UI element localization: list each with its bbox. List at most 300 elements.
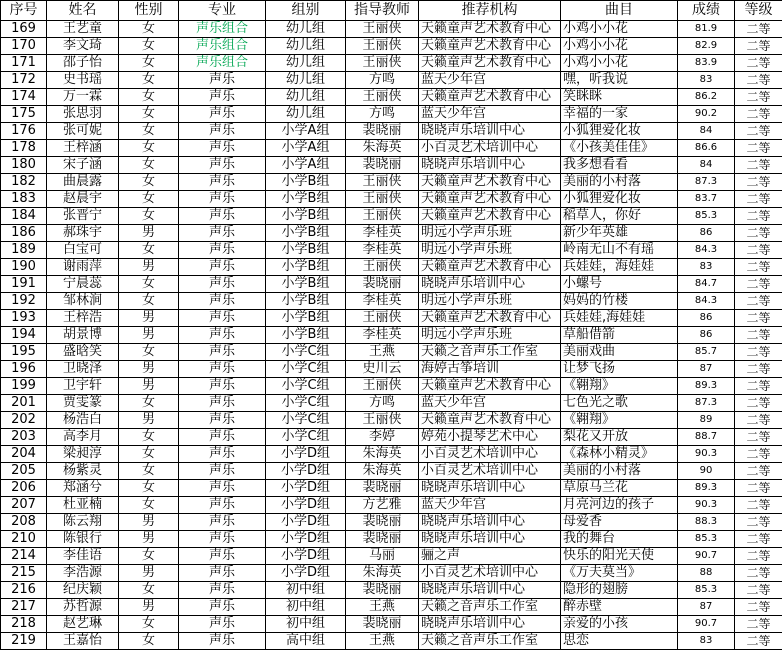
cell-index: 183 [1, 191, 47, 208]
cell-org: 天籁童声艺术教育中心 [419, 89, 561, 106]
cell-org: 天籁童声艺术教育中心 [419, 208, 561, 225]
cell-teacher: 王丽侠 [346, 174, 419, 191]
cell-teacher: 方鸣 [346, 106, 419, 123]
cell-score: 89.3 [678, 378, 735, 395]
table-row [1, 293, 782, 310]
cell-grade: 二等 [735, 361, 782, 378]
table-row [1, 582, 782, 599]
cell-name: 邹林涧 [47, 293, 119, 310]
cell-name: 杨浩白 [47, 412, 119, 429]
cell-index: 196 [1, 361, 47, 378]
cell-index: 178 [1, 140, 47, 157]
cell-major: 声乐 [179, 89, 266, 106]
cell-song: 让梦飞扬 [561, 361, 678, 378]
cell-major: 声乐 [179, 361, 266, 378]
cell-group: 小学B组 [266, 310, 346, 327]
cell-grade: 二等 [735, 123, 782, 140]
cell-song: 兵娃娃,海娃娃 [561, 310, 678, 327]
cell-song: 美丽的小村落 [561, 174, 678, 191]
cell-name: 杨紫灵 [47, 463, 119, 480]
cell-song: 《万夫莫当》 [561, 565, 678, 582]
cell-song: 《翱翔》 [561, 378, 678, 395]
table-row [1, 310, 782, 327]
cell-song: 《小孩美佳佳》 [561, 140, 678, 157]
cell-gender: 男 [119, 361, 179, 378]
cell-org: 晓晓声乐培训中心 [419, 514, 561, 531]
cell-major: 声乐 [179, 106, 266, 123]
cell-song: 我多想看看 [561, 157, 678, 174]
cell-teacher: 王丽侠 [346, 310, 419, 327]
cell-major: 声乐 [179, 293, 266, 310]
cell-major: 声乐 [179, 463, 266, 480]
cell-name: 苏哲源 [47, 599, 119, 616]
table-row [1, 446, 782, 463]
cell-index: 195 [1, 344, 47, 361]
cell-grade: 二等 [735, 310, 782, 327]
cell-group: 小学A组 [266, 123, 346, 140]
cell-song: 草船借箭 [561, 327, 678, 344]
cell-grade: 二等 [735, 157, 782, 174]
cell-index: 190 [1, 259, 47, 276]
table-row [1, 208, 782, 225]
cell-teacher: 李桂英 [346, 327, 419, 344]
table-row [1, 259, 782, 276]
cell-group: 小学C组 [266, 395, 346, 412]
cell-org: 晓晓声乐培训中心 [419, 582, 561, 599]
cell-song: 新少年英雄 [561, 225, 678, 242]
cell-score: 90 [678, 463, 735, 480]
header-row [1, 1, 782, 21]
cell-org: 天籁童声艺术教育中心 [419, 21, 561, 38]
cell-group: 小学C组 [266, 429, 346, 446]
cell-gender: 女 [119, 395, 179, 412]
cell-major: 声乐 [179, 497, 266, 514]
table-row [1, 242, 782, 259]
cell-name: 李文琦 [47, 38, 119, 55]
cell-major: 声乐 [179, 378, 266, 395]
cell-name: 盛晗笑 [47, 344, 119, 361]
cell-index: 202 [1, 412, 47, 429]
cell-index: 194 [1, 327, 47, 344]
cell-index: 192 [1, 293, 47, 310]
cell-grade: 二等 [735, 599, 782, 616]
cell-gender: 女 [119, 616, 179, 633]
table-row [1, 21, 782, 38]
cell-grade: 二等 [735, 38, 782, 55]
cell-score: 84.3 [678, 242, 735, 259]
cell-group: 小学C组 [266, 412, 346, 429]
cell-group: 小学C组 [266, 344, 346, 361]
cell-teacher: 王丽侠 [346, 378, 419, 395]
cell-group: 初中组 [266, 582, 346, 599]
cell-major: 声乐 [179, 344, 266, 361]
cell-score: 88.7 [678, 429, 735, 446]
cell-org: 晓晓声乐培训中心 [419, 480, 561, 497]
cell-group: 小学D组 [266, 446, 346, 463]
cell-score: 83.9 [678, 55, 735, 72]
cell-teacher: 王燕 [346, 633, 419, 650]
cell-score: 90.3 [678, 446, 735, 463]
cell-score: 81.9 [678, 21, 735, 38]
table-row [1, 378, 782, 395]
table-row [1, 106, 782, 123]
table-row [1, 497, 782, 514]
cell-index: 191 [1, 276, 47, 293]
cell-name: 张思羽 [47, 106, 119, 123]
cell-gender: 女 [119, 89, 179, 106]
cell-name: 卫宇轩 [47, 378, 119, 395]
cell-teacher: 李婷 [346, 429, 419, 446]
cell-gender: 女 [119, 293, 179, 310]
cell-score: 90.7 [678, 616, 735, 633]
cell-song: 醉赤壁 [561, 599, 678, 616]
cell-score: 85.3 [678, 582, 735, 599]
cell-song: 小鸡小小花 [561, 38, 678, 55]
cell-teacher: 王丽侠 [346, 89, 419, 106]
cell-grade: 二等 [735, 225, 782, 242]
cell-name: 邵子怡 [47, 55, 119, 72]
cell-name: 胡景博 [47, 327, 119, 344]
cell-grade: 二等 [735, 21, 782, 38]
table-row [1, 72, 782, 89]
cell-teacher: 李桂英 [346, 225, 419, 242]
cell-grade: 二等 [735, 429, 782, 446]
cell-teacher: 史川云 [346, 361, 419, 378]
cell-song: 美丽戏曲 [561, 344, 678, 361]
cell-teacher: 王丽侠 [346, 208, 419, 225]
cell-teacher: 王丽侠 [346, 55, 419, 72]
cell-score: 89 [678, 412, 735, 429]
cell-score: 85.3 [678, 531, 735, 548]
cell-grade: 二等 [735, 446, 782, 463]
table-row [1, 276, 782, 293]
cell-org: 天籁童声艺术教育中心 [419, 38, 561, 55]
cell-gender: 男 [119, 225, 179, 242]
table-row [1, 140, 782, 157]
cell-score: 88.3 [678, 514, 735, 531]
cell-major: 声乐组合 [179, 38, 266, 55]
cell-name: 陈云翔 [47, 514, 119, 531]
cell-index: 203 [1, 429, 47, 446]
cell-name: 谢雨萍 [47, 259, 119, 276]
cell-index: 205 [1, 463, 47, 480]
cell-major: 声乐 [179, 429, 266, 446]
cell-grade: 二等 [735, 582, 782, 599]
cell-name: 李浩源 [47, 565, 119, 582]
cell-name: 陈银行 [47, 531, 119, 548]
cell-score: 87.3 [678, 174, 735, 191]
cell-org: 晓晓声乐培训中心 [419, 276, 561, 293]
cell-org: 蓝天少年宫 [419, 106, 561, 123]
cell-grade: 二等 [735, 480, 782, 497]
table-row [1, 344, 782, 361]
cell-song: 幸福的一家 [561, 106, 678, 123]
cell-gender: 女 [119, 497, 179, 514]
cell-index: 218 [1, 616, 47, 633]
cell-index: 217 [1, 599, 47, 616]
cell-teacher: 王丽侠 [346, 191, 419, 208]
cell-grade: 二等 [735, 548, 782, 565]
cell-index: 214 [1, 548, 47, 565]
cell-gender: 女 [119, 276, 179, 293]
cell-major: 声乐 [179, 225, 266, 242]
cell-index: 175 [1, 106, 47, 123]
cell-score: 86 [678, 225, 735, 242]
cell-score: 87 [678, 599, 735, 616]
cell-name: 王艺童 [47, 21, 119, 38]
cell-org: 天籁童声艺术教育中心 [419, 174, 561, 191]
cell-teacher: 方鸣 [346, 395, 419, 412]
cell-song: 我的舞台 [561, 531, 678, 548]
cell-grade: 二等 [735, 616, 782, 633]
cell-org: 天籁之音声乐工作室 [419, 344, 561, 361]
cell-gender: 男 [119, 378, 179, 395]
cell-org: 婷苑小提琴艺术中心 [419, 429, 561, 446]
cell-song: 梨花又开放 [561, 429, 678, 446]
cell-org: 天籁之音声乐工作室 [419, 599, 561, 616]
cell-grade: 二等 [735, 259, 782, 276]
cell-index: 201 [1, 395, 47, 412]
cell-org: 天籁童声艺术教育中心 [419, 378, 561, 395]
table-row [1, 616, 782, 633]
cell-song: 妈妈的竹楼 [561, 293, 678, 310]
cell-major: 声乐 [179, 480, 266, 497]
cell-score: 84 [678, 157, 735, 174]
cell-gender: 女 [119, 106, 179, 123]
cell-score: 86 [678, 327, 735, 344]
cell-gender: 男 [119, 259, 179, 276]
cell-gender: 男 [119, 310, 179, 327]
cell-major: 声乐 [179, 191, 266, 208]
cell-gender: 女 [119, 429, 179, 446]
col-header-org: 推荐机构 [419, 1, 561, 21]
table-row [1, 633, 782, 650]
cell-gender: 女 [119, 446, 179, 463]
cell-name: 赵艺琳 [47, 616, 119, 633]
cell-gender: 男 [119, 531, 179, 548]
cell-major: 声乐 [179, 548, 266, 565]
cell-grade: 二等 [735, 378, 782, 395]
cell-group: 初中组 [266, 616, 346, 633]
cell-gender: 女 [119, 344, 179, 361]
cell-org: 小百灵艺术培训中心 [419, 140, 561, 157]
cell-major: 声乐 [179, 208, 266, 225]
cell-gender: 女 [119, 633, 179, 650]
cell-major: 声乐 [179, 259, 266, 276]
cell-name: 宋子涵 [47, 157, 119, 174]
table-row [1, 514, 782, 531]
cell-major: 声乐 [179, 633, 266, 650]
cell-org: 明远小学声乐班 [419, 242, 561, 259]
cell-gender: 女 [119, 174, 179, 191]
cell-song: 笑眯眯 [561, 89, 678, 106]
cell-grade: 二等 [735, 72, 782, 89]
cell-score: 90.3 [678, 497, 735, 514]
cell-index: 219 [1, 633, 47, 650]
cell-name: 赵晨宇 [47, 191, 119, 208]
cell-group: 小学B组 [266, 259, 346, 276]
cell-teacher: 朱海英 [346, 565, 419, 582]
table-row [1, 157, 782, 174]
cell-org: 晓晓声乐培训中心 [419, 123, 561, 140]
cell-name: 曲晨露 [47, 174, 119, 191]
cell-grade: 二等 [735, 395, 782, 412]
cell-score: 87 [678, 361, 735, 378]
cell-group: 小学B组 [266, 276, 346, 293]
cell-song: 小鸡小小花 [561, 55, 678, 72]
cell-name: 卫晓泽 [47, 361, 119, 378]
cell-grade: 二等 [735, 293, 782, 310]
cell-group: 幼儿组 [266, 21, 346, 38]
cell-score: 83 [678, 633, 735, 650]
cell-group: 幼儿组 [266, 89, 346, 106]
cell-group: 小学D组 [266, 480, 346, 497]
cell-major: 声乐 [179, 412, 266, 429]
cell-index: 208 [1, 514, 47, 531]
cell-teacher: 朱海英 [346, 446, 419, 463]
cell-major: 声乐 [179, 514, 266, 531]
cell-grade: 二等 [735, 55, 782, 72]
cell-org: 小百灵艺术培训中心 [419, 463, 561, 480]
cell-gender: 男 [119, 599, 179, 616]
cell-grade: 二等 [735, 242, 782, 259]
cell-index: 169 [1, 21, 47, 38]
cell-index: 215 [1, 565, 47, 582]
cell-grade: 二等 [735, 140, 782, 157]
cell-song: 亲爱的小孩 [561, 616, 678, 633]
cell-score: 85.7 [678, 344, 735, 361]
table-row [1, 531, 782, 548]
cell-song: 思恋 [561, 633, 678, 650]
cell-group: 小学C组 [266, 361, 346, 378]
cell-org: 蓝天少年宫 [419, 72, 561, 89]
cell-name: 张晋宁 [47, 208, 119, 225]
cell-group: 小学D组 [266, 565, 346, 582]
cell-song: 隐形的翅膀 [561, 582, 678, 599]
cell-org: 明远小学声乐班 [419, 225, 561, 242]
cell-gender: 男 [119, 412, 179, 429]
cell-gender: 女 [119, 21, 179, 38]
cell-grade: 二等 [735, 276, 782, 293]
cell-score: 90.2 [678, 106, 735, 123]
cell-major: 声乐 [179, 531, 266, 548]
cell-major: 声乐 [179, 327, 266, 344]
cell-major: 声乐 [179, 123, 266, 140]
cell-org: 天籁之音声乐工作室 [419, 633, 561, 650]
cell-index: 172 [1, 72, 47, 89]
cell-group: 幼儿组 [266, 55, 346, 72]
cell-gender: 女 [119, 480, 179, 497]
cell-index: 189 [1, 242, 47, 259]
cell-major: 声乐 [179, 446, 266, 463]
cell-grade: 二等 [735, 327, 782, 344]
cell-org: 明远小学声乐班 [419, 293, 561, 310]
col-header-index: 序号 [1, 1, 47, 21]
cell-score: 89.3 [678, 480, 735, 497]
cell-score: 83.7 [678, 191, 735, 208]
table-row [1, 480, 782, 497]
cell-grade: 二等 [735, 106, 782, 123]
cell-score: 84.7 [678, 276, 735, 293]
cell-song: 兵娃娃，海娃娃 [561, 259, 678, 276]
cell-teacher: 裴晓丽 [346, 531, 419, 548]
table-row [1, 89, 782, 106]
cell-song: 小螺号 [561, 276, 678, 293]
cell-name: 高李月 [47, 429, 119, 446]
cell-group: 小学D组 [266, 463, 346, 480]
cell-gender: 女 [119, 38, 179, 55]
cell-name: 张可妮 [47, 123, 119, 140]
cell-grade: 二等 [735, 633, 782, 650]
cell-index: 176 [1, 123, 47, 140]
cell-group: 初中组 [266, 599, 346, 616]
cell-group: 幼儿组 [266, 72, 346, 89]
cell-song: 稻草人，你好 [561, 208, 678, 225]
cell-teacher: 裴晓丽 [346, 582, 419, 599]
cell-score: 84.3 [678, 293, 735, 310]
cell-group: 小学B组 [266, 327, 346, 344]
cell-grade: 二等 [735, 174, 782, 191]
cell-index: 186 [1, 225, 47, 242]
cell-name: 贾雯篆 [47, 395, 119, 412]
cell-major: 声乐 [179, 72, 266, 89]
cell-song: 快乐的阳光天使 [561, 548, 678, 565]
cell-teacher: 朱海英 [346, 140, 419, 157]
cell-score: 90.7 [678, 548, 735, 565]
cell-org: 天籁童声艺术教育中心 [419, 412, 561, 429]
cell-org: 晓晓声乐培训中心 [419, 531, 561, 548]
cell-teacher: 王燕 [346, 344, 419, 361]
cell-teacher: 裴晓丽 [346, 123, 419, 140]
table-row [1, 174, 782, 191]
cell-name: 梁昶淳 [47, 446, 119, 463]
cell-name: 王嘉怡 [47, 633, 119, 650]
cell-major: 声乐 [179, 242, 266, 259]
cell-org: 海婷古筝培训 [419, 361, 561, 378]
cell-group: 小学A组 [266, 157, 346, 174]
table-row [1, 55, 782, 72]
cell-song: 小鸡小小花 [561, 21, 678, 38]
cell-org: 骊之声 [419, 548, 561, 565]
cell-grade: 二等 [735, 565, 782, 582]
cell-gender: 女 [119, 191, 179, 208]
table-row [1, 565, 782, 582]
cell-group: 幼儿组 [266, 106, 346, 123]
cell-major: 声乐组合 [179, 55, 266, 72]
cell-group: 小学B组 [266, 191, 346, 208]
cell-name: 郑涵兮 [47, 480, 119, 497]
table-row [1, 123, 782, 140]
col-header-major: 专业 [179, 1, 266, 21]
cell-score: 84 [678, 123, 735, 140]
cell-name: 李佳语 [47, 548, 119, 565]
col-header-song: 曲目 [561, 1, 678, 21]
cell-group: 小学B组 [266, 174, 346, 191]
cell-song: 《翱翔》 [561, 412, 678, 429]
table-row [1, 412, 782, 429]
cell-org: 蓝天少年宫 [419, 497, 561, 514]
cell-org: 晓晓声乐培训中心 [419, 616, 561, 633]
cell-grade: 二等 [735, 514, 782, 531]
cell-index: 180 [1, 157, 47, 174]
cell-group: 小学D组 [266, 548, 346, 565]
cell-gender: 女 [119, 72, 179, 89]
table-row [1, 327, 782, 344]
cell-teacher: 马丽 [346, 548, 419, 565]
col-header-score: 成绩 [678, 1, 735, 21]
cell-teacher: 裴晓丽 [346, 480, 419, 497]
cell-score: 82.9 [678, 38, 735, 55]
